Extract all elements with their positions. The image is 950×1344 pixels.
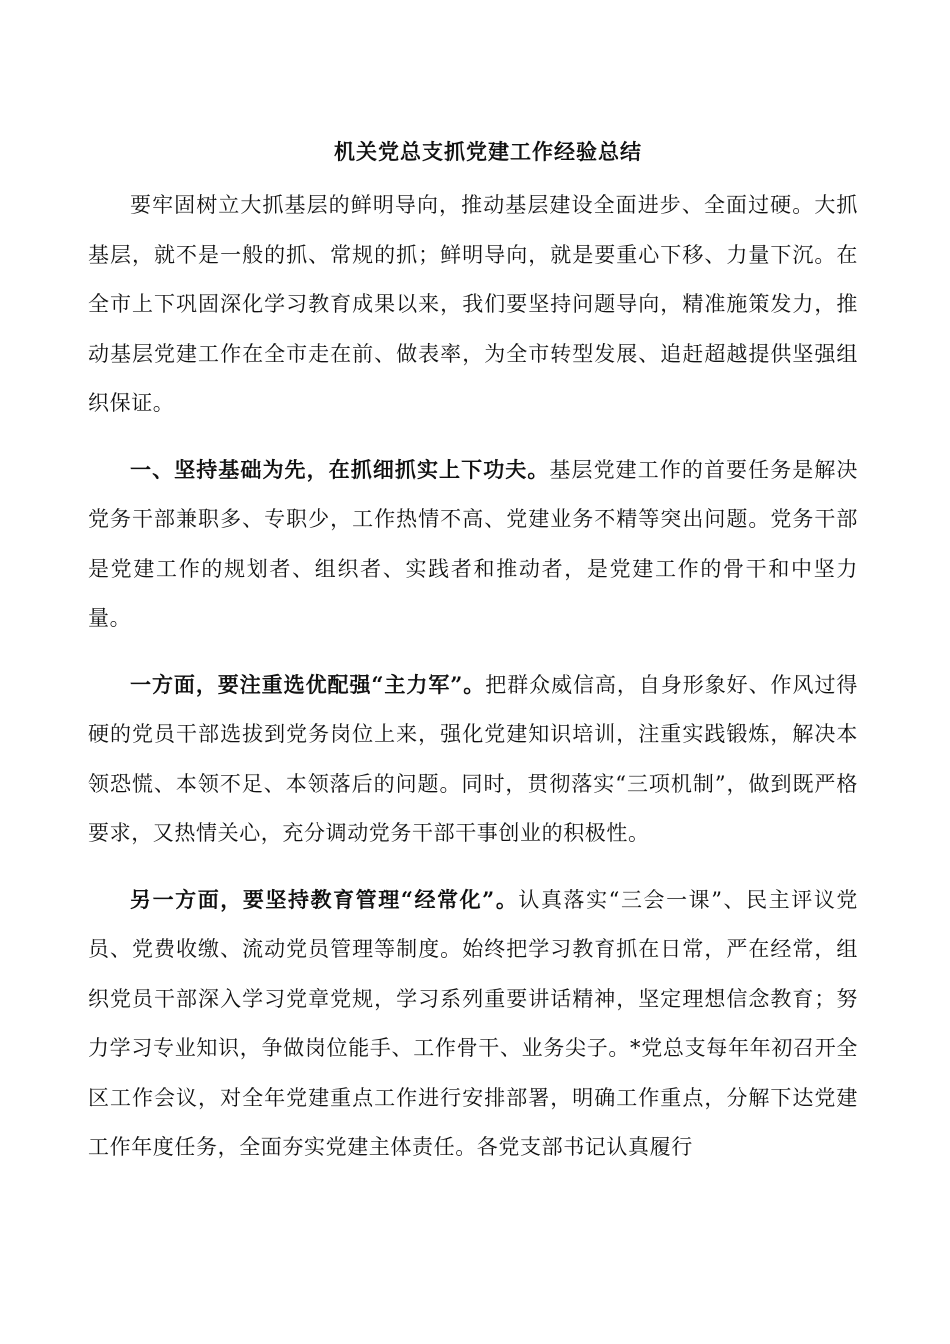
paragraph-text: 要牢固树立大抓基层的鲜明导向，推动基层建设全面进步、全面过硬。大抓基层，就不是一般的抓、常规的抓；鲜明导向，就是要重心下移、力量下沉。在全市上下巩固深化学习教育成果以来，我们要坚持问题导向，精准施策发力，推动基层党建工作在全市走在前、做表率，为全市转型发展、追赶超越提供坚强组织保证。 [88, 193, 858, 415]
document-page [88, 130, 858, 1189]
document-title: 机关党总支抓党建工作经验总结 [334, 139, 642, 164]
paragraph-second-aspect [88, 875, 858, 1173]
paragraph-intro [88, 180, 858, 429]
paragraph-text: 把群众威信高，自身形象好、作风过得硬的党员干部选拔到党务岗位上来，强化党建知识培训，注重实践锻炼，解决本领恐慌、本领不足、本领落后的问题。同时，贯彻落实“三项机制”，做到既严格要求，又热情关心，充分调动党务干部干事创业的积极性。 [88, 672, 858, 845]
paragraph-first-aspect [88, 660, 858, 859]
paragraph-lead: 一、坚持基础为先，在抓细抓实上下功夫。 [130, 456, 550, 482]
paragraph-text: 认真落实“三会一课”、民主评议党员、党费收缴、流动党员管理等制度。始终把学习教育抓在日常，严在经常，组织党员干部深入学习党章党规，学习系列重要讲话精神，坚定理想信念教育；努力学习专业知识，争做岗位能手、工作骨干、业务尖子。*党总支每年年初召开全区工作会议，对全年党建重点工作进行安排部署，明确工作重点，分解下达党建工作年度任务，全面夯实党建主体责任。各党支部书记认真履行 [88, 887, 858, 1159]
paragraph-lead: 另一方面，要坚持教育管理“经常化”。 [130, 886, 519, 912]
paragraph-lead: 一方面，要注重选优配强“主力军”。 [130, 671, 486, 697]
paragraph-section-one [88, 445, 858, 644]
paragraph-text: 基层党建工作的首要任务是解决党务干部兼职多、专职少，工作热情不高、党建业务不精等突出问题。党务干部是党建工作的规划者、组织者、实践者和推动者，是党建工作的骨干和中坚力量。 [88, 457, 858, 630]
